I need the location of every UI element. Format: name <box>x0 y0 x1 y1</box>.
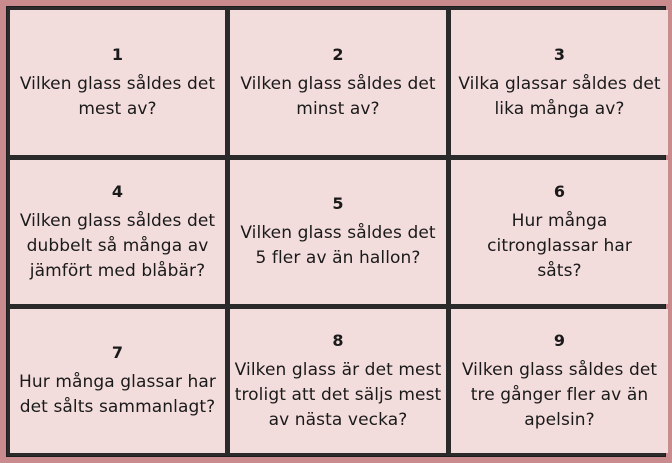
card-question: Vilken glass såldes det dubbelt så många av jämfört med blåbär? <box>19 210 216 281</box>
card-number: 9 <box>553 330 566 350</box>
card-number: 5 <box>332 194 344 213</box>
question-card-1 <box>10 10 225 155</box>
card-number: 6 <box>553 181 566 201</box>
question-card-5 <box>230 160 446 304</box>
card-question: Vilken glass såldes det 5 fler av än hallon? <box>240 223 436 268</box>
card-question: Hur många glassar har det sålts sammanlagt? <box>18 372 217 417</box>
card-number: 7 <box>111 343 124 362</box>
card-number: 1 <box>111 44 124 64</box>
card-number: 8 <box>332 330 344 350</box>
question-card-grid <box>6 6 666 457</box>
card-question: Vilken glass är det mest troligt att det säljs mest av nästa vecka? <box>234 359 442 430</box>
card-number: 4 <box>111 181 124 201</box>
question-card-3 <box>451 10 668 155</box>
card-question: Vilka glassar såldes det lika många av? <box>458 73 661 119</box>
card-number: 2 <box>332 44 344 64</box>
card-question: Vilken glass såldes det minst av? <box>240 73 436 119</box>
question-card-4 <box>10 160 225 304</box>
card-number: 3 <box>553 44 566 64</box>
card-question: Vilken glass såldes det mest av? <box>19 73 216 119</box>
question-card-9 <box>451 309 668 453</box>
card-question: Vilken glass såldes det tre gånger fler av än apelsin? <box>461 359 658 430</box>
question-card-6 <box>451 160 668 304</box>
question-card-7 <box>10 309 225 453</box>
question-card-8 <box>230 309 446 453</box>
card-question: Hur många citronglassar har såts? <box>487 210 632 281</box>
question-card-2 <box>230 10 446 155</box>
